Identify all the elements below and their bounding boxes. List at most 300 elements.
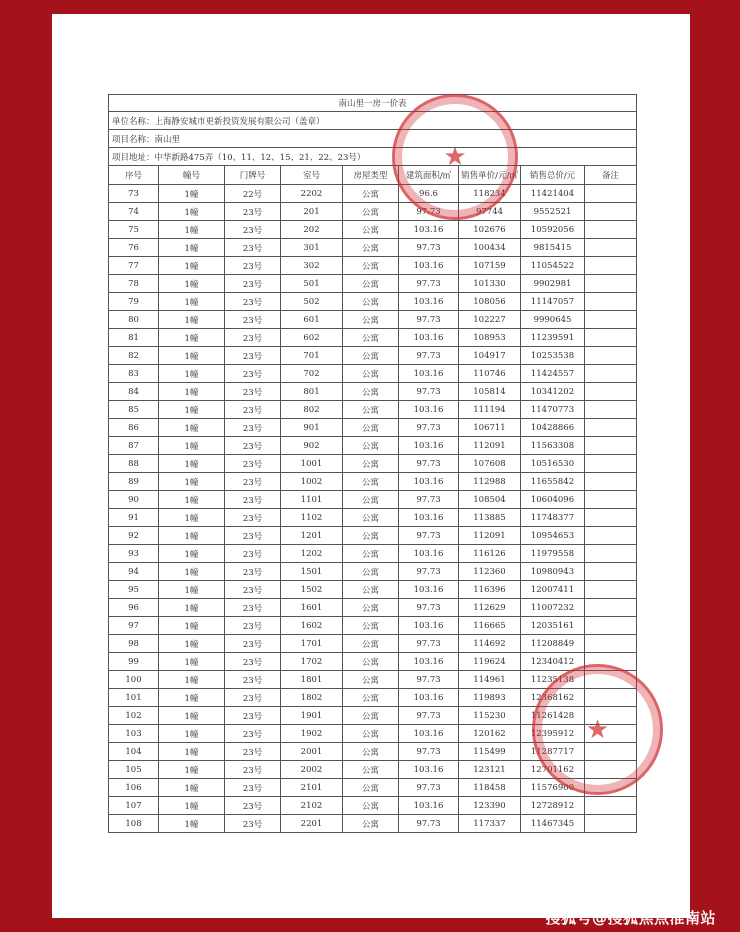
table-cell: 108504 xyxy=(459,491,521,509)
table-cell: 12340412 xyxy=(521,653,585,671)
table-cell: 104 xyxy=(109,743,159,761)
table-cell: 1002 xyxy=(281,473,343,491)
unit-name: 单位名称：上海静安城市更新投资发展有限公司（盖章） xyxy=(109,112,637,130)
table-cell xyxy=(585,689,637,707)
table-cell: 117337 xyxy=(459,815,521,833)
table-cell: 74 xyxy=(109,203,159,221)
table-row xyxy=(109,491,637,509)
table-cell: 502 xyxy=(281,293,343,311)
table-cell: 112091 xyxy=(459,527,521,545)
table-cell xyxy=(585,617,637,635)
table-cell xyxy=(585,365,637,383)
table-cell: 97.73 xyxy=(399,563,459,581)
header-cell: 销售总价/元 xyxy=(521,166,585,185)
table-row xyxy=(109,257,637,275)
table-cell: 10428866 xyxy=(521,419,585,437)
table-cell: 2202 xyxy=(281,185,343,203)
table-cell: 1601 xyxy=(281,599,343,617)
table-cell: 112629 xyxy=(459,599,521,617)
table-cell: 23号 xyxy=(225,527,281,545)
table-cell: 78 xyxy=(109,275,159,293)
table-cell: 120162 xyxy=(459,725,521,743)
table-cell xyxy=(585,581,637,599)
table-cell: 公寓 xyxy=(343,329,399,347)
table-cell: 9552521 xyxy=(521,203,585,221)
table-cell xyxy=(585,383,637,401)
table-cell xyxy=(585,707,637,725)
table-cell: 97.73 xyxy=(399,635,459,653)
table-cell: 901 xyxy=(281,419,343,437)
table-cell: 103.16 xyxy=(399,257,459,275)
table-cell xyxy=(585,347,637,365)
table-cell: 97.73 xyxy=(399,275,459,293)
table-cell xyxy=(585,401,637,419)
table-cell: 公寓 xyxy=(343,581,399,599)
table-cell: 80 xyxy=(109,311,159,329)
table-cell: 802 xyxy=(281,401,343,419)
table-cell: 公寓 xyxy=(343,455,399,473)
table-cell: 23号 xyxy=(225,599,281,617)
table-cell: 96.6 xyxy=(399,185,459,203)
table-cell xyxy=(585,797,637,815)
table-cell xyxy=(585,329,637,347)
table-cell: 12035161 xyxy=(521,617,585,635)
table-cell: 111194 xyxy=(459,401,521,419)
table-cell: 123121 xyxy=(459,761,521,779)
table-cell: 公寓 xyxy=(343,743,399,761)
table-cell: 1901 xyxy=(281,707,343,725)
table-cell: 1502 xyxy=(281,581,343,599)
table-cell: 97.73 xyxy=(399,491,459,509)
table-cell: 公寓 xyxy=(343,617,399,635)
table-cell: 10604096 xyxy=(521,491,585,509)
table-cell: 11421404 xyxy=(521,185,585,203)
table-cell: 88 xyxy=(109,455,159,473)
table-cell: 1幢 xyxy=(159,509,225,527)
table-cell: 97 xyxy=(109,617,159,635)
table-row xyxy=(109,221,637,239)
header-cell: 销售单价/元/㎡ xyxy=(459,166,521,185)
table-cell: 701 xyxy=(281,347,343,365)
table-cell: 99 xyxy=(109,653,159,671)
table-cell xyxy=(585,599,637,617)
seal-stamp-icon: ★ xyxy=(532,664,663,795)
table-cell: 公寓 xyxy=(343,707,399,725)
table-cell: 1幢 xyxy=(159,761,225,779)
table-cell: 108953 xyxy=(459,329,521,347)
table-row xyxy=(109,599,637,617)
table-cell: 103.16 xyxy=(399,437,459,455)
table-cell: 102676 xyxy=(459,221,521,239)
table-cell: 公寓 xyxy=(343,347,399,365)
watermark: 搜狐号@搜狐焦点淮南站 xyxy=(545,909,716,927)
table-cell: 23号 xyxy=(225,671,281,689)
table-cell: 23号 xyxy=(225,563,281,581)
table-cell: 10253538 xyxy=(521,347,585,365)
table-cell: 公寓 xyxy=(343,653,399,671)
table-cell: 23号 xyxy=(225,725,281,743)
table-row xyxy=(109,725,637,743)
table-cell: 1902 xyxy=(281,725,343,743)
table-cell xyxy=(585,509,637,527)
table-cell xyxy=(585,419,637,437)
table-cell: 73 xyxy=(109,185,159,203)
table-cell: 公寓 xyxy=(343,635,399,653)
table-cell xyxy=(585,545,637,563)
table-cell: 1幢 xyxy=(159,419,225,437)
table-cell xyxy=(585,743,637,761)
table-cell: 11748377 xyxy=(521,509,585,527)
table-cell xyxy=(585,257,637,275)
table-cell: 101330 xyxy=(459,275,521,293)
table-cell: 107159 xyxy=(459,257,521,275)
table-cell: 104917 xyxy=(459,347,521,365)
table-cell: 601 xyxy=(281,311,343,329)
table-row xyxy=(109,365,637,383)
table-cell: 11563308 xyxy=(521,437,585,455)
table-row xyxy=(109,761,637,779)
table-cell: 1202 xyxy=(281,545,343,563)
table-cell: 23号 xyxy=(225,743,281,761)
table-cell: 1幢 xyxy=(159,707,225,725)
table-cell: 11208849 xyxy=(521,635,585,653)
table-cell: 98 xyxy=(109,635,159,653)
table-cell: 2201 xyxy=(281,815,343,833)
table-cell xyxy=(585,761,637,779)
table-cell: 102227 xyxy=(459,311,521,329)
table-cell: 11655842 xyxy=(521,473,585,491)
table-cell: 108056 xyxy=(459,293,521,311)
table-cell: 11147057 xyxy=(521,293,585,311)
table-cell: 112988 xyxy=(459,473,521,491)
table-cell: 103.16 xyxy=(399,581,459,599)
table-cell: 10516530 xyxy=(521,455,585,473)
table-cell: 9902981 xyxy=(521,275,585,293)
table-cell: 公寓 xyxy=(343,383,399,401)
table-cell: 97.73 xyxy=(399,239,459,257)
table-cell: 103.16 xyxy=(399,329,459,347)
table-row xyxy=(109,743,637,761)
table-cell: 23号 xyxy=(225,293,281,311)
table-cell: 1幢 xyxy=(159,491,225,509)
table-cell: 1幢 xyxy=(159,275,225,293)
table-cell: 公寓 xyxy=(343,419,399,437)
table-cell: 103.16 xyxy=(399,761,459,779)
table-cell: 9815415 xyxy=(521,239,585,257)
table-cell: 83 xyxy=(109,365,159,383)
table-row xyxy=(109,455,637,473)
table-cell: 112360 xyxy=(459,563,521,581)
table-cell: 公寓 xyxy=(343,815,399,833)
table-cell: 公寓 xyxy=(343,545,399,563)
table-cell: 2102 xyxy=(281,797,343,815)
table-cell: 116396 xyxy=(459,581,521,599)
table-cell: 23号 xyxy=(225,581,281,599)
table-cell: 12701162 xyxy=(521,761,585,779)
table-cell: 1602 xyxy=(281,617,343,635)
table-cell: 11424557 xyxy=(521,365,585,383)
table-cell: 23号 xyxy=(225,707,281,725)
table-cell: 97.73 xyxy=(399,455,459,473)
table-cell xyxy=(585,185,637,203)
table-cell: 105 xyxy=(109,761,159,779)
table-cell: 118458 xyxy=(459,779,521,797)
table-row xyxy=(109,815,637,833)
table-cell: 23号 xyxy=(225,239,281,257)
table-cell: 1102 xyxy=(281,509,343,527)
table-cell: 10341202 xyxy=(521,383,585,401)
table-cell: 23号 xyxy=(225,617,281,635)
table-cell: 1幢 xyxy=(159,653,225,671)
table-cell xyxy=(585,779,637,797)
table-cell: 106711 xyxy=(459,419,521,437)
table-cell: 23号 xyxy=(225,815,281,833)
table-cell: 23号 xyxy=(225,779,281,797)
header-cell: 建筑面积/㎡ xyxy=(399,166,459,185)
table-cell: 103 xyxy=(109,725,159,743)
table-cell: 23号 xyxy=(225,689,281,707)
table-cell: 1幢 xyxy=(159,671,225,689)
table-cell: 22号 xyxy=(225,185,281,203)
header-cell: 室号 xyxy=(281,166,343,185)
table-cell: 103.16 xyxy=(399,509,459,527)
table-cell xyxy=(585,725,637,743)
table-cell xyxy=(585,473,637,491)
table-cell: 23号 xyxy=(225,473,281,491)
table-cell: 115499 xyxy=(459,743,521,761)
table-cell: 11054522 xyxy=(521,257,585,275)
table-cell: 1幢 xyxy=(159,221,225,239)
price-table xyxy=(108,94,637,833)
table-cell: 1幢 xyxy=(159,347,225,365)
table-row xyxy=(109,509,637,527)
table-cell: 113885 xyxy=(459,509,521,527)
header-cell: 房屋类型 xyxy=(343,166,399,185)
table-cell xyxy=(585,293,637,311)
table-row xyxy=(109,527,637,545)
header-cell: 幢号 xyxy=(159,166,225,185)
table-cell xyxy=(585,527,637,545)
table-cell: 1501 xyxy=(281,563,343,581)
table-row xyxy=(109,581,637,599)
table-cell: 85 xyxy=(109,401,159,419)
table-cell xyxy=(585,275,637,293)
table-cell: 202 xyxy=(281,221,343,239)
table-cell: 107608 xyxy=(459,455,521,473)
table-row xyxy=(109,293,637,311)
table-cell: 97.73 xyxy=(399,347,459,365)
table-row xyxy=(109,437,637,455)
table-cell: 1801 xyxy=(281,671,343,689)
table-cell: 23号 xyxy=(225,329,281,347)
table-cell: 119624 xyxy=(459,653,521,671)
project-address: 项目地址：中华新路475弄（10、11、12、15、21、22、23号） xyxy=(109,148,637,166)
table-row xyxy=(109,473,637,491)
table-cell: 10592056 xyxy=(521,221,585,239)
table-cell: 1幢 xyxy=(159,545,225,563)
table-cell: 2002 xyxy=(281,761,343,779)
table-cell: 119893 xyxy=(459,689,521,707)
table-cell: 公寓 xyxy=(343,257,399,275)
table-cell: 1幢 xyxy=(159,797,225,815)
table-cell: 84 xyxy=(109,383,159,401)
table-cell: 97.73 xyxy=(399,383,459,401)
table-cell: 77 xyxy=(109,257,159,275)
table-row xyxy=(109,689,637,707)
table-cell: 23号 xyxy=(225,221,281,239)
table-cell: 100 xyxy=(109,671,159,689)
table-cell: 103.16 xyxy=(399,473,459,491)
table-cell: 1幢 xyxy=(159,293,225,311)
table-cell: 11235138 xyxy=(521,671,585,689)
table-cell: 90 xyxy=(109,491,159,509)
table-cell: 97.73 xyxy=(399,743,459,761)
table-cell: 602 xyxy=(281,329,343,347)
document-page xyxy=(52,14,690,918)
table-cell: 公寓 xyxy=(343,779,399,797)
table-row xyxy=(109,671,637,689)
table-cell: 23号 xyxy=(225,311,281,329)
table-cell: 公寓 xyxy=(343,797,399,815)
table-cell: 公寓 xyxy=(343,275,399,293)
table-cell: 103.16 xyxy=(399,617,459,635)
table-cell: 114692 xyxy=(459,635,521,653)
table-cell: 23号 xyxy=(225,419,281,437)
table-cell: 2001 xyxy=(281,743,343,761)
table-cell: 1802 xyxy=(281,689,343,707)
table-cell: 118234 xyxy=(459,185,521,203)
table-cell: 1101 xyxy=(281,491,343,509)
table-title: 南山里一房一价表 xyxy=(109,95,637,112)
table-cell: 103.16 xyxy=(399,689,459,707)
table-cell: 97.73 xyxy=(399,527,459,545)
table-cell: 301 xyxy=(281,239,343,257)
table-row xyxy=(109,419,637,437)
table-cell: 公寓 xyxy=(343,203,399,221)
table-cell: 1702 xyxy=(281,653,343,671)
table-cell: 1幢 xyxy=(159,239,225,257)
table-cell: 23号 xyxy=(225,635,281,653)
table-cell: 201 xyxy=(281,203,343,221)
table-cell: 1幢 xyxy=(159,473,225,491)
table-row xyxy=(109,563,637,581)
table-cell: 23号 xyxy=(225,509,281,527)
table-cell: 106 xyxy=(109,779,159,797)
table-cell xyxy=(585,635,637,653)
table-cell: 95 xyxy=(109,581,159,599)
table-cell: 801 xyxy=(281,383,343,401)
table-cell: 公寓 xyxy=(343,221,399,239)
table-cell: 23号 xyxy=(225,257,281,275)
table-row xyxy=(109,635,637,653)
table-cell: 116665 xyxy=(459,617,521,635)
table-cell: 116126 xyxy=(459,545,521,563)
table-cell: 1幢 xyxy=(159,329,225,347)
header-cell: 门牌号 xyxy=(225,166,281,185)
table-cell: 公寓 xyxy=(343,185,399,203)
table-cell: 75 xyxy=(109,221,159,239)
table-row xyxy=(109,311,637,329)
table-cell: 97.73 xyxy=(399,779,459,797)
table-cell: 101 xyxy=(109,689,159,707)
table-cell: 1幢 xyxy=(159,311,225,329)
table-cell: 91 xyxy=(109,509,159,527)
table-cell: 1幢 xyxy=(159,185,225,203)
table-cell: 公寓 xyxy=(343,437,399,455)
table-cell: 11239591 xyxy=(521,329,585,347)
table-cell: 1幢 xyxy=(159,437,225,455)
table-cell: 11287717 xyxy=(521,743,585,761)
table-cell: 123390 xyxy=(459,797,521,815)
table-cell: 公寓 xyxy=(343,473,399,491)
table-cell: 107 xyxy=(109,797,159,815)
table-cell: 23号 xyxy=(225,491,281,509)
table-cell: 96 xyxy=(109,599,159,617)
table-row xyxy=(109,617,637,635)
table-cell: 112091 xyxy=(459,437,521,455)
table-cell xyxy=(585,455,637,473)
table-cell xyxy=(585,221,637,239)
table-cell: 11576900 xyxy=(521,779,585,797)
table-cell: 103.16 xyxy=(399,725,459,743)
table-cell: 97.73 xyxy=(399,671,459,689)
table-cell: 86 xyxy=(109,419,159,437)
table-cell: 公寓 xyxy=(343,599,399,617)
table-cell: 公寓 xyxy=(343,293,399,311)
table-cell: 公寓 xyxy=(343,527,399,545)
table-cell: 公寓 xyxy=(343,671,399,689)
table-cell xyxy=(585,815,637,833)
header-row xyxy=(109,166,637,185)
table-cell: 76 xyxy=(109,239,159,257)
table-cell: 105814 xyxy=(459,383,521,401)
table-row xyxy=(109,545,637,563)
table-cell: 103.16 xyxy=(399,365,459,383)
table-row xyxy=(109,797,637,815)
table-cell xyxy=(585,239,637,257)
project-name: 项目名称：南山里 xyxy=(109,130,637,148)
table-cell: 1幢 xyxy=(159,599,225,617)
table-cell: 1幢 xyxy=(159,689,225,707)
table-cell: 87 xyxy=(109,437,159,455)
table-cell: 82 xyxy=(109,347,159,365)
table-cell: 23号 xyxy=(225,275,281,293)
table-cell: 902 xyxy=(281,437,343,455)
table-cell: 1幢 xyxy=(159,581,225,599)
table-cell: 97744 xyxy=(459,203,521,221)
table-cell: 1701 xyxy=(281,635,343,653)
table-cell: 501 xyxy=(281,275,343,293)
table-cell: 1幢 xyxy=(159,455,225,473)
table-cell: 12395912 xyxy=(521,725,585,743)
table-row xyxy=(109,275,637,293)
table-row xyxy=(109,383,637,401)
table-cell: 公寓 xyxy=(343,689,399,707)
table-cell: 89 xyxy=(109,473,159,491)
table-cell: 23号 xyxy=(225,365,281,383)
table-cell: 103.16 xyxy=(399,401,459,419)
table-cell: 1幢 xyxy=(159,203,225,221)
table-row xyxy=(109,779,637,797)
table-cell: 302 xyxy=(281,257,343,275)
table-cell: 23号 xyxy=(225,401,281,419)
table-cell: 23号 xyxy=(225,797,281,815)
table-cell: 1幢 xyxy=(159,815,225,833)
table-cell: 114961 xyxy=(459,671,521,689)
table-cell: 115230 xyxy=(459,707,521,725)
table-cell: 12728912 xyxy=(521,797,585,815)
table-cell: 23号 xyxy=(225,545,281,563)
